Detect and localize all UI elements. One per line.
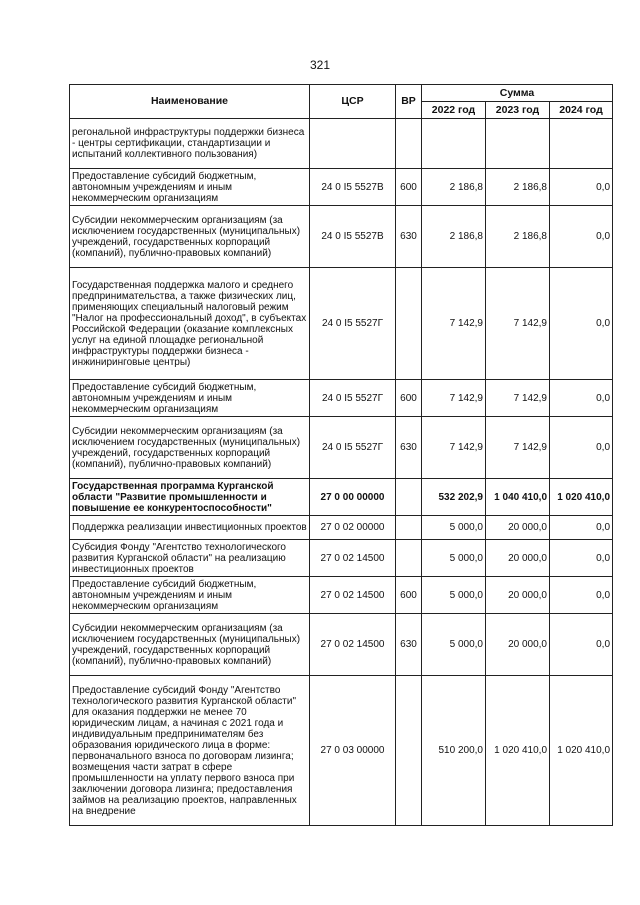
row-csr: 24 0 I5 5527В <box>310 206 396 268</box>
table-row <box>70 614 613 676</box>
row-2022: 2 186,8 <box>422 169 486 206</box>
page-number: 321 <box>309 58 331 72</box>
row-name: регональной инфраструктуры поддержки бизнеса - центры сертификации, стандартизации и испытаний коллективного пользования) <box>70 119 310 169</box>
row-2024: 0,0 <box>550 417 613 479</box>
row-csr: 24 0 I5 5527Г <box>310 268 396 380</box>
table-body <box>70 119 613 826</box>
table-row <box>70 676 613 826</box>
row-2024: 0,0 <box>550 516 613 540</box>
row-vr: 630 <box>396 614 422 676</box>
row-2024: 0,0 <box>550 614 613 676</box>
row-csr: 27 0 02 14500 <box>310 614 396 676</box>
header-2022: 2022 год <box>422 102 486 119</box>
row-vr <box>396 516 422 540</box>
row-2024: 1 020 410,0 <box>550 676 613 826</box>
row-2023: 7 142,9 <box>486 380 550 417</box>
row-2022: 532 202,9 <box>422 479 486 516</box>
table-row <box>70 169 613 206</box>
row-name: Поддержка реализации инвестиционных проектов <box>70 516 310 540</box>
row-vr <box>396 676 422 826</box>
header-2023: 2023 год <box>486 102 550 119</box>
row-2022: 510 200,0 <box>422 676 486 826</box>
row-csr: 27 0 03 00000 <box>310 676 396 826</box>
row-vr <box>396 479 422 516</box>
row-2022: 5 000,0 <box>422 516 486 540</box>
row-name: Субсидии некоммерческим организациям (за исключением государственных (муниципальных) учреждений, государственных корпораций (компаний), публично-правовых компаний) <box>70 206 310 268</box>
row-vr: 630 <box>396 417 422 479</box>
row-csr: 27 0 02 14500 <box>310 577 396 614</box>
header-name: Наименование <box>70 85 310 119</box>
row-name: Государственная поддержка малого и среднего предпринимательства, а также физических лиц, применяющих специальный налоговый режим "Налог на профессиональный доход", в субъектах Российской Федерации (оказание комплексных услуг на единой площадке региональной инфраструктуры поддержки бизнеса - инжиниринговые центры) <box>70 268 310 380</box>
row-2024: 0,0 <box>550 268 613 380</box>
table-row <box>70 577 613 614</box>
row-2023: 20 000,0 <box>486 577 550 614</box>
row-name: Субсидия Фонду "Агентство технологического развития Курганской области" на реализацию инвестиционных проектов <box>70 540 310 577</box>
table-row <box>70 417 613 479</box>
table-row <box>70 206 613 268</box>
row-2024: 0,0 <box>550 577 613 614</box>
row-2024: 0,0 <box>550 380 613 417</box>
table-row <box>70 268 613 380</box>
row-2024: 1 020 410,0 <box>550 479 613 516</box>
row-2022: 7 142,9 <box>422 380 486 417</box>
row-2023: 1 020 410,0 <box>486 676 550 826</box>
row-name: Субсидии некоммерческим организациям (за исключением государственных (муниципальных) учреждений, государственных корпораций (компаний), публично-правовых компаний) <box>70 417 310 479</box>
row-name: Субсидии некоммерческим организациям (за исключением государственных (муниципальных) учреждений, государственных корпораций (компаний), публично-правовых компаний) <box>70 614 310 676</box>
row-2023: 1 040 410,0 <box>486 479 550 516</box>
row-vr <box>396 119 422 169</box>
row-2022: 5 000,0 <box>422 540 486 577</box>
table-row <box>70 479 613 516</box>
row-2023 <box>486 119 550 169</box>
row-2023: 20 000,0 <box>486 516 550 540</box>
row-name: Предоставление субсидий Фонду "Агентство технологического развития Курганской области" для оказания поддержки не менее 70 юридическим лицам, а начиная с 2021 года и индивидуальным предпринимателям без образования юридического лица в форме: первоначального взноса по договорам лизинга; возмещения части затрат в сфере промышленности на уплату первого взноса при заключении договора лизинга; предоставления займов на реализацию проектов, направленных на внедрение <box>70 676 310 826</box>
row-vr: 600 <box>396 380 422 417</box>
budget-table <box>69 84 613 826</box>
header-2024: 2024 год <box>550 102 613 119</box>
row-2023: 2 186,8 <box>486 206 550 268</box>
row-2024: 0,0 <box>550 206 613 268</box>
header-csr: ЦСР <box>310 85 396 119</box>
table-row <box>70 380 613 417</box>
row-csr <box>310 119 396 169</box>
row-2022: 5 000,0 <box>422 614 486 676</box>
row-2023: 7 142,9 <box>486 417 550 479</box>
row-vr <box>396 540 422 577</box>
row-csr: 27 0 02 00000 <box>310 516 396 540</box>
row-name: Предоставление субсидий бюджетным, автономным учреждениям и иным некоммерческим организациям <box>70 169 310 206</box>
row-2022: 7 142,9 <box>422 268 486 380</box>
row-csr: 24 0 I5 5527Г <box>310 417 396 479</box>
row-2022: 7 142,9 <box>422 417 486 479</box>
header-sum: Сумма <box>422 85 613 102</box>
row-name: Предоставление субсидий бюджетным, автономным учреждениям и иным некоммерческим организациям <box>70 380 310 417</box>
row-csr: 27 0 00 00000 <box>310 479 396 516</box>
row-csr: 24 0 I5 5527В <box>310 169 396 206</box>
row-2023: 20 000,0 <box>486 540 550 577</box>
row-vr: 630 <box>396 206 422 268</box>
row-2022 <box>422 119 486 169</box>
row-vr: 600 <box>396 169 422 206</box>
row-2024 <box>550 119 613 169</box>
header-vr: ВР <box>396 85 422 119</box>
table-row <box>70 119 613 169</box>
row-2023: 20 000,0 <box>486 614 550 676</box>
row-csr: 24 0 I5 5527Г <box>310 380 396 417</box>
table-row <box>70 516 613 540</box>
row-2023: 2 186,8 <box>486 169 550 206</box>
row-name: Предоставление субсидий бюджетным, автономным учреждениям и иным некоммерческим организациям <box>70 577 310 614</box>
row-2024: 0,0 <box>550 169 613 206</box>
row-2022: 5 000,0 <box>422 577 486 614</box>
row-vr <box>396 268 422 380</box>
row-vr: 600 <box>396 577 422 614</box>
row-2024: 0,0 <box>550 540 613 577</box>
row-csr: 27 0 02 14500 <box>310 540 396 577</box>
table-row <box>70 540 613 577</box>
row-2022: 2 186,8 <box>422 206 486 268</box>
row-2023: 7 142,9 <box>486 268 550 380</box>
row-name: Государственная программа Курганской области "Развитие промышленности и повышение ее конкурентоспособности" <box>70 479 310 516</box>
